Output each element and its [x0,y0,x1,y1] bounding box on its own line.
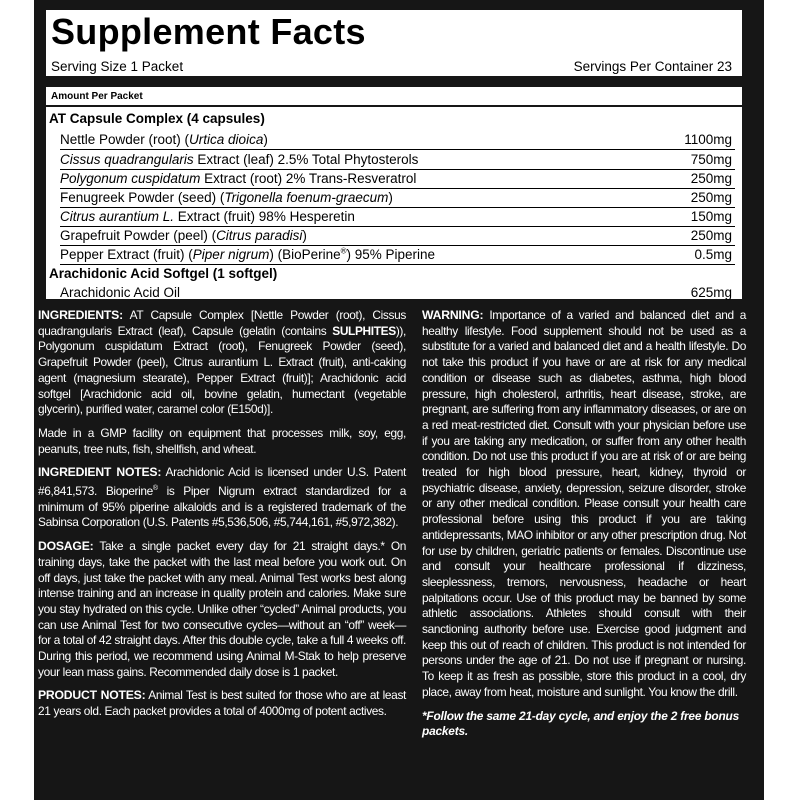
ingredient-amount: 150mg [690,209,732,224]
ingredient-amount: 1100mg [684,132,732,147]
facts-row [60,245,735,265]
ingredient-name: Pepper Extract (fruit) (Piper nigrum) (BioPerine®) 95% Piperine [60,246,436,262]
ingredient-amount: 250mg [690,228,732,243]
ingredient-amount: 250mg [690,171,732,186]
facts-row [60,130,735,150]
ingredient-name: Cissus quadrangularis Extract (leaf) 2.5% Total Phytosterols [60,152,419,167]
product-notes-heading: PRODUCT NOTES: [38,688,146,703]
allergen-sulphites: SULPHITES [332,323,396,338]
facts-row [60,169,735,189]
amount-per-header: Amount Per Packet [51,91,143,102]
dosage-paragraph: DOSAGE: Take a single packet every day for 21 straight days.* On training days, take the packet with the last meal before you work out. On off days, just take the packet with any meal. Animal Test works best along intense training and an increase in quality protein and calories. Make sure you stay hydrated on this cycle. Unlike other “cycled” Animal products, you can use Animal Test for two consecutive cycles—without an “off” week—for a total of 42 straight days. After this double cycle, take a full 4 weeks off. During this period, we recommend using Animal M-Stak to help preserve your lean mass gains. Recommended daily dose is 1 packet. [38,539,406,679]
facts-title: Supplement Facts [51,11,366,52]
facts-row [60,150,735,170]
warning-heading: WARNING: [422,308,484,322]
ingredient-amount: 250mg [690,190,732,205]
group-heading-softgel: Arachidonic Acid Softgel (1 softgel) [49,266,278,281]
serving-size: Serving Size 1 Packet [51,59,184,74]
ingredient-name: Nettle Powder (root) (Urtica dioica) [60,132,268,147]
bonus-footnote: *Follow the same 21-day cycle, and enjoy the 2 free bonus packets. [422,708,740,739]
servings-per-container: Servings Per Container 23 [573,59,732,74]
ingredient-notes-paragraph: INGREDIENT NOTES: Arachidonic Acid is licensed under U.S. Patent #6,841,573. Bioperine® is Piper Nigrum extract standardized for a minimum of 95% piperine alkaloids and is a registered trademark of the Sabinsa Corporation (U.S. Patents #5,536,506, #5,744,161, #5,972,382). [38,465,406,530]
thick-divider [46,76,742,87]
facility-paragraph: Made in a GMP facility on equipment that processes milk, soy, egg, peanuts, tree nuts, fish, shellfish, and wheat. [38,425,406,456]
product-notes-paragraph: PRODUCT NOTES: Animal Test is best suited for those who are at least 21 years old. Each packet provides a total of 4000mg of potent actives. [38,688,406,719]
dosage-heading: DOSAGE: [38,539,94,554]
ingredient-amount: 750mg [690,152,732,167]
ingredient-name: Grapefruit Powder (peel) (Citrus paradisi) [60,228,307,243]
ingredient-name: Fenugreek Powder (seed) (Trigonella foenum-graecum) [60,190,393,205]
facts-row [60,283,735,302]
ingredient-notes-heading: INGREDIENT NOTES: [38,465,162,480]
ingredients-paragraph: INGREDIENTS: AT Capsule Complex [Nettle Powder (root), Cissus quadrangularis Extract (leaf), Capsule (gelatin (contains SULPHITES)), Polygonum cuspidatum Extract (root), Fenugreek Powder (seed), Grapefruit Powder (peel), Citrus aurantium L. Extract (fruit), anti-caking agent (magnesium stearate), Pepper Extract (fruit)]; Arachidonic acid softgel [Arachidonic acid oil, bovine gelatin, humectant (vegetable glycerin), purified water, caramel color (E150d)]. [38,308,406,417]
ingredient-amount: 625mg [690,285,732,300]
ingredient-name: Polygonum cuspidatum Extract (root) 2% Trans-Resveratrol [60,171,417,186]
facts-row [60,207,735,227]
ingredient-name: Citrus aurantium L. Extract (fruit) 98% Hesperetin [60,209,355,224]
facts-row [60,226,735,246]
left-text-column [38,308,406,728]
thin-divider [46,105,742,107]
ingredients-heading: INGREDIENTS: [38,308,123,322]
warning-paragraph: WARNING: Importance of a varied and balanced diet and a healthy lifestyle. Food supplement should not be used as a substitute for a varied and balanced diet and a health lifestyle. Do not take this product if you have or are at risk for any medical condition or disease such as diabetes, asthma, high blood pressure, high cholesterol, arthritis, heart disease, stroke, are pregnant, are suffering from any inflammatory diseases, or are on a red meat-restricted diet. Consult with your physician before use if you are taking any medication, or suffer from any other health condition. Do not use this product if you are at risk of or are being treated for high blood pressure, heart, kidney, thyroid or psychiatric disease, anxiety, depression, seizure disorder, stroke or any other medical condition. Please consult your health care professional before using this product if you are taking antidepressants, MAO inhibitor or any other prescription drug. Not for use by children, geriatric patients or females. Discontinue use and consult your healthcare professional if dizziness, sleeplessness, tremors, nervousness, headache or heart palpitations occur. Use of this product may be banned by some athletic associations. Athletes should consult with their sanctioning authority before use. Exercise good judgment and keep this out of reach of children. This product is not intended for persons under the age of 21. Do not use if pregnant or nursing. To keep it as fresh as possible, store this product in a cool, dry place, away from heat, moisture and sunlight. You know the drill. [422,308,746,699]
ingredient-name: Arachidonic Acid Oil [60,285,181,300]
group-heading-capsule-complex: AT Capsule Complex (4 capsules) [49,111,265,126]
right-text-column [422,308,746,748]
supplement-facts-table [46,10,742,299]
facts-row [60,188,735,208]
ingredient-amount: 0.5mg [694,247,732,262]
